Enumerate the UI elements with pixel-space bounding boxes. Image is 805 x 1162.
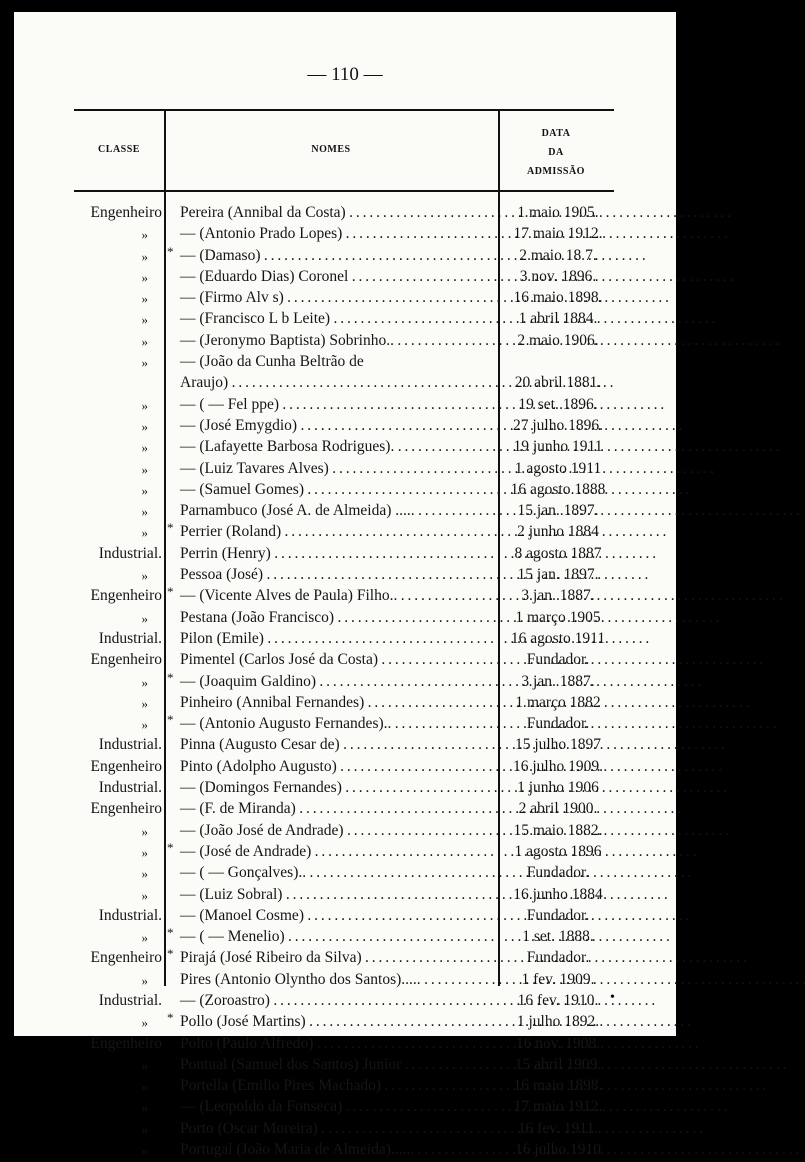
row-nome: Pimentel (Carlos José da Costa) . . . xyxy=(180,651,496,669)
table-row xyxy=(14,1120,676,1141)
row-classe: Industrial. xyxy=(98,544,162,562)
row-classe: Engenheiro xyxy=(90,587,162,605)
table-top-rule xyxy=(74,109,614,111)
table-row xyxy=(14,1098,676,1119)
table-row xyxy=(14,630,676,651)
row-classe: » xyxy=(141,227,148,243)
row-data-admissao: 16 maio 1898. xyxy=(513,1077,603,1095)
table-row xyxy=(14,584,676,608)
row-classe: » xyxy=(141,418,148,434)
row-nome: — (Joaquim Galdino) . . . xyxy=(180,673,496,691)
row-classe: Industrial. xyxy=(98,736,162,754)
row-nome: Polto (Paulo Alfredo) . . . xyxy=(180,1035,496,1053)
table-row xyxy=(14,566,676,587)
table-row xyxy=(14,712,676,736)
row-data-admissao: 16 julho 1910 xyxy=(514,1141,602,1159)
row-nome: — (Leopoldo da Fonseca) . . . xyxy=(180,1098,496,1116)
table-row xyxy=(14,502,676,523)
row-data-admissao: Fundador. xyxy=(526,651,590,669)
header-data-line3: ADMISSÃO xyxy=(527,166,585,177)
row-nome: — ( — Gonçalves).. . . . xyxy=(180,864,496,882)
row-classe: » xyxy=(141,482,148,498)
table-row xyxy=(14,396,676,417)
header-bottom-rule xyxy=(74,190,614,192)
member-table xyxy=(14,204,676,1162)
row-classe: » xyxy=(141,866,148,882)
row-classe: Industrial. xyxy=(98,991,162,1009)
table-row xyxy=(14,1035,676,1056)
row-data-admissao: 20 abril 1881. xyxy=(514,374,602,392)
row-classe: Industrial. xyxy=(98,906,162,924)
row-nome: Pessoa (José) . . . xyxy=(180,566,496,584)
row-classe: » xyxy=(141,1100,148,1116)
row-classe: » xyxy=(141,1079,148,1095)
table-row xyxy=(14,438,676,459)
row-nome: Pontual (Samuel dos Santos) Junior . . . xyxy=(180,1056,496,1074)
row-nome: — (Antonio Augusto Fernandes).. . . . xyxy=(180,715,496,733)
row-data-admissao: 16 julho 1909. xyxy=(513,757,603,775)
row-nome: Perrin (Henry) . . . xyxy=(180,545,496,563)
table-row xyxy=(14,839,676,864)
table-row xyxy=(14,204,676,225)
document-page xyxy=(14,12,676,1159)
row-data-admissao: Fundador. xyxy=(526,906,590,924)
row-data-admissao: 15 abril 1909. xyxy=(514,1055,602,1073)
row-asterisk-mark: * xyxy=(167,584,174,600)
row-classe: Industrial. xyxy=(98,629,162,647)
row-nome: Araujo) . . . xyxy=(180,374,496,392)
row-nome: — (João José de Andrade) . . . xyxy=(180,822,496,840)
table-row xyxy=(14,520,676,544)
header-classe: CLASSE xyxy=(98,144,140,155)
row-nome: — (Luiz Tavares Alves) . . . xyxy=(180,460,496,478)
row-classe: » xyxy=(141,568,148,584)
row-nome: — (Eduardo Dias) Coronel . . . xyxy=(180,268,496,286)
row-nome: — (Lafayette Barbosa Rodrigues). . . . xyxy=(180,438,496,456)
row-classe: » xyxy=(141,844,148,860)
row-nome: Portugal (João Maria de Almeida)...... . . . xyxy=(180,1141,496,1159)
header-data-line1: DATA xyxy=(541,128,571,139)
row-classe: » xyxy=(141,397,148,413)
row-nome: Pollo (José Martins) . . . xyxy=(180,1013,496,1031)
row-nome: Pinna (Augusto Cesar de) . . . xyxy=(180,736,496,754)
row-data-admissao: 1 fev. 1909. xyxy=(521,970,595,988)
row-classe: Engenheiro xyxy=(90,757,162,775)
row-classe: » xyxy=(141,355,148,371)
table-row xyxy=(14,779,676,800)
row-data-admissao: 17 maio 1912. xyxy=(513,225,603,243)
row-classe: Engenheiro xyxy=(90,204,162,221)
row-data-admissao: 16 fev. 1910. xyxy=(517,991,599,1009)
row-classe: » xyxy=(141,291,148,307)
table-row xyxy=(14,992,676,1013)
row-nome: — (Domingos Fernandes) . . . xyxy=(180,779,496,797)
row-data-admissao: 1 agosto 1911 xyxy=(514,459,602,477)
row-data-admissao: 2 junho 1884 xyxy=(517,523,599,541)
row-data-admissao: 15 julho 1897 xyxy=(514,736,602,754)
row-data-admissao: 1 junho 1906 xyxy=(517,779,599,797)
table-row xyxy=(14,736,676,757)
row-nome: — (Samuel Gomes) . . . xyxy=(180,481,496,499)
row-data-admissao: 2 abril 1900. xyxy=(518,800,598,818)
row-data-admissao: 16 junho 1884 xyxy=(513,885,603,903)
table-row xyxy=(14,460,676,481)
row-asterisk-mark: * xyxy=(167,712,174,728)
row-nome: — (Firmo Alv s) . . . xyxy=(180,289,496,307)
row-data-admissao: 1 set. 1888. xyxy=(522,928,594,946)
row-classe: » xyxy=(141,610,148,626)
row-asterisk-mark: * xyxy=(167,520,174,536)
row-data-admissao: 16 agosto 1888 xyxy=(510,480,606,498)
row-classe: » xyxy=(141,823,148,839)
row-data-admissao: 27 julho 1896. xyxy=(513,416,603,434)
row-nome: Pinheiro (Annibal Fernandes) . . . xyxy=(180,694,496,712)
row-asterisk-mark: * xyxy=(167,243,174,259)
row-classe: » xyxy=(141,504,148,520)
row-nome: — (João da Cunha Beltrão de xyxy=(180,353,364,371)
row-classe: Engenheiro xyxy=(90,800,162,818)
table-row xyxy=(14,669,676,694)
row-data-admissao: 3 jan. 1887. xyxy=(521,672,595,690)
table-row xyxy=(14,609,676,630)
row-data-admissao: 19 set. 1896. xyxy=(518,395,598,413)
row-nome: Pires (Antonio Olyntho dos Santos)..... . . . xyxy=(180,971,496,989)
row-data-admissao: 2 maio 1906. xyxy=(517,331,599,349)
row-data-admissao: 16 agosto 1911 xyxy=(510,629,606,647)
row-classe: Engenheiro xyxy=(90,651,162,669)
table-row xyxy=(14,417,676,438)
row-classe: » xyxy=(141,312,148,328)
table-row xyxy=(14,907,676,928)
row-nome: — (F. de Miranda) . . . xyxy=(180,800,496,818)
table-row xyxy=(14,886,676,907)
row-classe: Engenheiro xyxy=(90,1034,162,1052)
row-classe: » xyxy=(141,461,148,477)
row-asterisk-mark: * xyxy=(167,925,174,941)
row-data-admissao: 15 jan. 1897. xyxy=(517,502,599,520)
row-classe: » xyxy=(141,717,148,733)
row-data-admissao: 2 maio 18 7. xyxy=(519,246,597,264)
table-row xyxy=(14,310,676,331)
table-row xyxy=(14,1141,676,1162)
row-classe: Engenheiro xyxy=(90,949,162,967)
row-data-admissao: 1 julho 1892. xyxy=(516,1013,600,1031)
row-classe: » xyxy=(141,525,148,541)
row-classe: » xyxy=(141,972,148,988)
row-asterisk-mark: * xyxy=(167,1010,174,1026)
table-row xyxy=(14,332,676,353)
table-row xyxy=(14,1010,676,1034)
row-data-admissao: 16 maio 1898. xyxy=(513,289,603,307)
table-row xyxy=(14,758,676,779)
row-nome: — ( — Fel ppe) . . . xyxy=(180,396,496,414)
row-classe: » xyxy=(141,674,148,690)
row-nome: — (José de Andrade) . . . xyxy=(180,843,496,861)
row-nome: Pestana (João Francisco) . . . xyxy=(180,609,496,627)
table-row xyxy=(14,1056,676,1077)
row-classe: » xyxy=(141,1121,148,1137)
row-asterisk-mark: * xyxy=(167,669,174,685)
row-classe: » xyxy=(141,333,148,349)
row-data-admissao: Fundador. xyxy=(526,715,590,733)
row-classe: » xyxy=(141,440,148,456)
row-classe: » xyxy=(141,269,148,285)
row-data-admissao: 16 nov. 1908. xyxy=(515,1034,601,1052)
header-nomes: NOMES xyxy=(311,144,351,155)
table-row xyxy=(14,971,676,992)
row-nome: Perrier (Roland) . . . xyxy=(180,523,496,541)
table-row xyxy=(14,800,676,821)
row-classe: » xyxy=(141,1143,148,1159)
table-row xyxy=(14,946,676,970)
table-row xyxy=(14,545,676,566)
row-classe: » xyxy=(141,695,148,711)
row-data-admissao: 1 março 1905 xyxy=(515,608,601,626)
table-row xyxy=(14,925,676,949)
header-data xyxy=(498,124,614,181)
row-nome: Parnambuco (José A. de Almeida) ..... . . . xyxy=(180,502,496,520)
row-data-admissao: Fundador. xyxy=(526,864,590,882)
row-nome: — (Zoroastro) . . . xyxy=(180,992,496,1010)
row-data-admissao: 1 maio 1905. xyxy=(517,204,599,221)
row-classe: » xyxy=(141,930,148,946)
table-row xyxy=(14,1077,676,1098)
row-data-admissao: Fundador. xyxy=(526,949,590,967)
row-data-admissao: 3 jan. 1887. xyxy=(521,587,595,605)
row-nome: Pereira (Annibal da Costa) . . . xyxy=(180,204,496,222)
row-nome: — (Vicente Alves de Paula) Filho.. . . . xyxy=(180,587,496,605)
table-row xyxy=(14,481,676,502)
row-data-admissao: 15 jan. 1897. xyxy=(517,566,599,584)
row-nome: — (José Emygdio) . . . xyxy=(180,417,496,435)
row-data-admissao: 16 fev. 1911. xyxy=(517,1119,599,1137)
row-data-admissao: 17 maio 1912. xyxy=(513,1098,603,1116)
table-row xyxy=(14,225,676,246)
table-row xyxy=(14,694,676,715)
header-data-line2: DA xyxy=(548,147,564,158)
row-nome: — (Luiz Sobral) . . . xyxy=(180,886,496,904)
row-data-admissao: 8 agosto 1887 xyxy=(514,544,602,562)
table-row xyxy=(14,289,676,310)
row-nome: — (Manoel Cosme) . . . xyxy=(180,907,496,925)
table-row xyxy=(14,651,676,672)
row-data-admissao: 1 agosto 1896 xyxy=(514,842,602,860)
row-classe: » xyxy=(141,887,148,903)
page-number: — 110 — xyxy=(307,64,383,85)
row-nome: — (Damaso) . . . xyxy=(180,247,496,265)
table-row xyxy=(14,374,676,395)
row-classe: Industrial. xyxy=(98,779,162,797)
row-nome: — (Francisco L b Leite) . . . xyxy=(180,310,496,328)
table-row xyxy=(14,353,676,374)
trailing-dot: • xyxy=(610,990,615,1005)
table-row xyxy=(14,864,676,885)
row-data-admissao: 3 nov. 1896. xyxy=(519,267,597,285)
row-classe: » xyxy=(141,1015,148,1031)
row-nome: Portella (Emilio Pires Machado) . . . xyxy=(180,1077,496,1095)
row-nome: Pirajá (José Ribeiro da Silva) . . . xyxy=(180,949,496,967)
row-asterisk-mark: * xyxy=(167,839,174,855)
table-row xyxy=(14,822,676,843)
row-nome: — ( — Menelio) . . . xyxy=(180,928,496,946)
table-row xyxy=(14,243,676,268)
row-data-admissao: 15 maio 1882. xyxy=(513,821,603,839)
row-classe: » xyxy=(141,1057,148,1073)
row-asterisk-mark: * xyxy=(167,946,174,962)
row-nome: — (Jeronymo Baptista) Sobrinho.. . . . xyxy=(180,332,496,350)
row-nome: Pilon (Emile) . . . xyxy=(180,630,496,648)
row-data-admissao: 19 junho 1911 xyxy=(513,438,603,456)
row-classe: » xyxy=(141,248,148,264)
table-row xyxy=(14,268,676,289)
row-data-admissao: 1 março 1882 xyxy=(515,693,601,711)
row-nome: Pinto (Adolpho Augusto) . . . xyxy=(180,758,496,776)
row-nome: Porto (Oscar Moreira) . . . xyxy=(180,1120,496,1138)
row-nome: — (Antonio Prado Lopes) . . . xyxy=(180,225,496,243)
row-data-admissao: 1 abril 1884. xyxy=(518,310,598,328)
